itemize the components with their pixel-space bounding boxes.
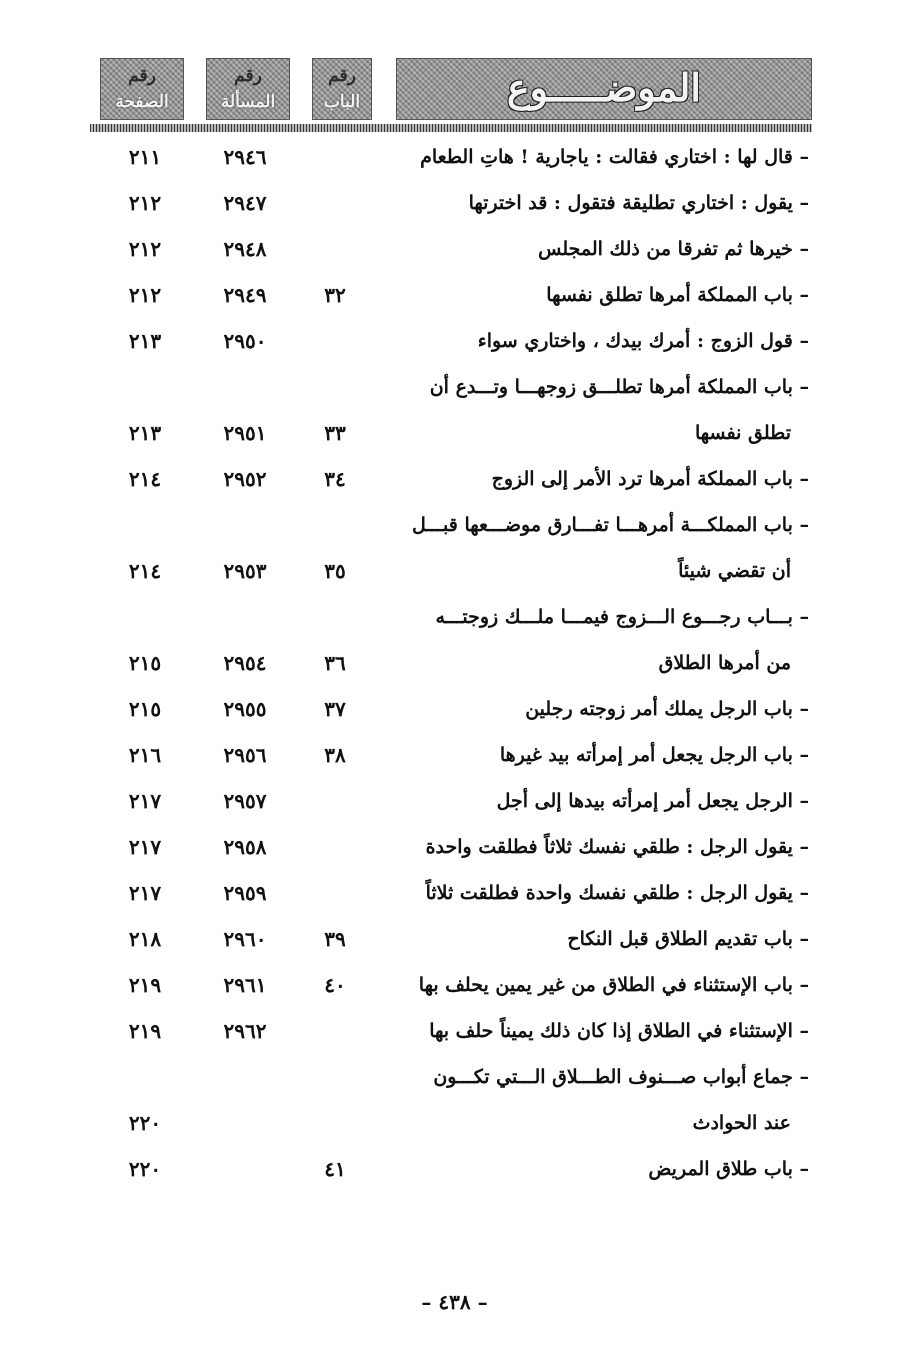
header-rule (90, 124, 812, 132)
row-topic-line: – باب الرجل يجعل أمر إمرأته بيد غيرها (499, 744, 809, 766)
row-issue-number: ٢٩٦٢ (223, 1019, 267, 1043)
row-page-number: ٢١٣ (128, 329, 162, 353)
row-issue-number: ٢٩٤٨ (223, 237, 267, 261)
table-row (0, 456, 909, 502)
row-topic-line: عند الحوادث (692, 1112, 791, 1134)
row-chapter-number: ٤٠ (324, 973, 346, 997)
row-topic-line: – يقول الرجل : طلقي نفسك واحدة فطلقت ثلاثاً (425, 882, 809, 904)
table-header (90, 58, 812, 120)
header-chapter-line2: الباب (323, 92, 361, 112)
row-topic-line: – باب الإستثناء في الطلاق من غير يمين يحلف بها (418, 974, 809, 996)
row-page-number: ٢١٢ (128, 237, 162, 261)
row-issue-number: ٢٩٥٧ (223, 789, 267, 813)
row-page-number: ٢١٨ (128, 927, 162, 951)
row-topic-line: – باب المملكـــة أمرهـــا تفـــارق موضـــعها قبـــل (411, 514, 809, 536)
table-row (0, 962, 909, 1008)
row-topic-line: – باب المملكة أمرها ترد الأمر إلى الزوج (491, 468, 809, 490)
row-topic-line: – يقول : اختاري تطليقة فتقول : قد اخترتها (468, 192, 809, 214)
header-page-line2: الصفحة (115, 92, 169, 112)
row-topic-line: – جماع أبواب صـــنوف الطـــلاق الـــتي تكـــون (433, 1066, 809, 1088)
header-topic-title: الموضـــــوع (507, 65, 701, 110)
row-page-number: ٢١٩ (128, 1019, 162, 1043)
row-page-number: ٢١٥ (128, 697, 162, 721)
row-topic (399, 1054, 809, 1146)
row-issue-number: ٢٩٥٢ (223, 467, 267, 491)
table-row (0, 134, 909, 180)
header-chapter-line1: رقم (328, 66, 356, 86)
row-topic (399, 778, 809, 824)
row-topic-line: – باب الرجل يملك أمر زوجته رجلين (525, 698, 809, 720)
table-row (0, 226, 909, 272)
table-row (0, 594, 909, 686)
row-topic (399, 364, 809, 456)
row-topic-line: تطلق نفسها (694, 422, 791, 444)
table-row (0, 732, 909, 778)
row-chapter-number: ٤١ (324, 1157, 346, 1181)
row-page-number: ٢١٤ (128, 559, 162, 583)
row-issue-number: ٢٩٥٦ (223, 743, 267, 767)
table-row (0, 778, 909, 824)
row-topic (399, 732, 809, 778)
row-page-number: ٢١١ (128, 145, 162, 169)
row-topic-line: – باب المملكة أمرها تطلـــق زوجهـــا وتـــدع أن (429, 376, 809, 398)
header-issue-line2: المسألة (220, 92, 276, 112)
row-issue-number: ٢٩٥٣ (223, 559, 267, 583)
row-topic-line: – الرجل يجعل أمر إمرأته بيدها إلى أجل (496, 790, 809, 812)
row-page-number: ٢٢٠ (128, 1111, 162, 1135)
row-topic (399, 594, 809, 686)
table-row (0, 686, 909, 732)
row-issue-number: ٢٩٥١ (223, 421, 267, 445)
row-chapter-number: ٣٩ (324, 927, 346, 951)
row-page-number: ٢١٦ (128, 743, 162, 767)
table-row (0, 272, 909, 318)
row-page-number: ٢١٧ (128, 881, 162, 905)
row-topic (399, 916, 809, 962)
row-topic-line: – بـــاب رجـــوع الـــزوج فيمـــا ملـــك زوجتـــه (435, 606, 809, 628)
row-topic-line: – قول الزوج : أمرك بيدك ، واختاري سواء (477, 330, 809, 352)
row-issue-number: ٢٩٥٥ (223, 697, 267, 721)
row-topic (399, 456, 809, 502)
row-issue-number: ٢٩٦٠ (223, 927, 267, 951)
row-page-number: ٢١٧ (128, 835, 162, 859)
row-chapter-number: ٣٣ (324, 421, 346, 445)
row-chapter-number: ٣٤ (324, 467, 346, 491)
row-topic (399, 1146, 809, 1192)
row-topic-line: – قال لها : اختاري فقالت : ياجارية ! هاتِ الطعام (420, 146, 809, 168)
row-topic (399, 870, 809, 916)
header-topic (396, 58, 812, 120)
row-topic-line: – يقول الرجل : طلقي نفسك ثلاثاً فطلقت واحدة (425, 836, 809, 858)
table-row (0, 180, 909, 226)
row-page-number: ٢١٥ (128, 651, 162, 675)
header-chapter-number (312, 58, 372, 120)
row-issue-number: ٢٩٤٩ (223, 283, 267, 307)
table-row (0, 502, 909, 594)
row-chapter-number: ٣٥ (324, 559, 346, 583)
row-topic (399, 1008, 809, 1054)
row-issue-number: ٢٩٤٦ (223, 145, 267, 169)
page-number-footer: – ٤٣٨ – (421, 1290, 488, 1314)
row-page-number: ٢١٢ (128, 191, 162, 215)
row-page-number: ٢١٩ (128, 973, 162, 997)
row-topic (399, 318, 809, 364)
row-topic-line: – خيرها ثم تفرقا من ذلك المجلس (538, 238, 809, 260)
row-issue-number: ٢٩٤٧ (223, 191, 267, 215)
row-topic (399, 134, 809, 180)
table-row (0, 824, 909, 870)
table-row (0, 1054, 909, 1146)
table-row (0, 318, 909, 364)
table-row (0, 1008, 909, 1054)
row-chapter-number: ٣٦ (324, 651, 346, 675)
row-chapter-number: ٣٢ (324, 283, 346, 307)
row-topic (399, 502, 809, 594)
table-row (0, 870, 909, 916)
row-chapter-number: ٣٨ (324, 743, 346, 767)
header-issue-number (206, 58, 290, 120)
row-issue-number: ٢٩٥٩ (223, 881, 267, 905)
table-row (0, 916, 909, 962)
row-page-number: ٢١٣ (128, 421, 162, 445)
row-topic (399, 180, 809, 226)
row-topic-line: أن تقضي شيئاً (678, 560, 791, 582)
header-issue-line1: رقم (234, 66, 262, 86)
row-topic-line: – الإستثناء في الطلاق إذا كان ذلك يميناً حلف بها (429, 1020, 809, 1042)
header-page-number (100, 58, 184, 120)
row-page-number: ٢١٧ (128, 789, 162, 813)
row-issue-number: ٢٩٥٤ (223, 651, 267, 675)
row-issue-number: ٢٩٥٨ (223, 835, 267, 859)
row-topic (399, 962, 809, 1008)
table-row (0, 364, 909, 456)
row-topic (399, 686, 809, 732)
row-topic-line: – باب طلاق المريض (648, 1158, 809, 1180)
index-table-body (0, 134, 909, 1192)
row-issue-number: ٢٩٥٠ (223, 329, 267, 353)
row-chapter-number: ٣٧ (324, 697, 346, 721)
row-page-number: ٢١٤ (128, 467, 162, 491)
row-topic (399, 226, 809, 272)
row-topic-line: – باب تقديم الطلاق قبل النكاح (567, 928, 809, 950)
table-row (0, 1146, 909, 1192)
row-issue-number: ٢٩٦١ (223, 973, 267, 997)
row-topic (399, 824, 809, 870)
row-page-number: ٢٢٠ (128, 1157, 162, 1181)
header-page-line1: رقم (128, 66, 156, 86)
row-page-number: ٢١٢ (128, 283, 162, 307)
row-topic-line: من أمرها الطلاق (658, 652, 791, 674)
row-topic (399, 272, 809, 318)
row-topic-line: – باب المملكة أمرها تطلق نفسها (546, 284, 809, 306)
